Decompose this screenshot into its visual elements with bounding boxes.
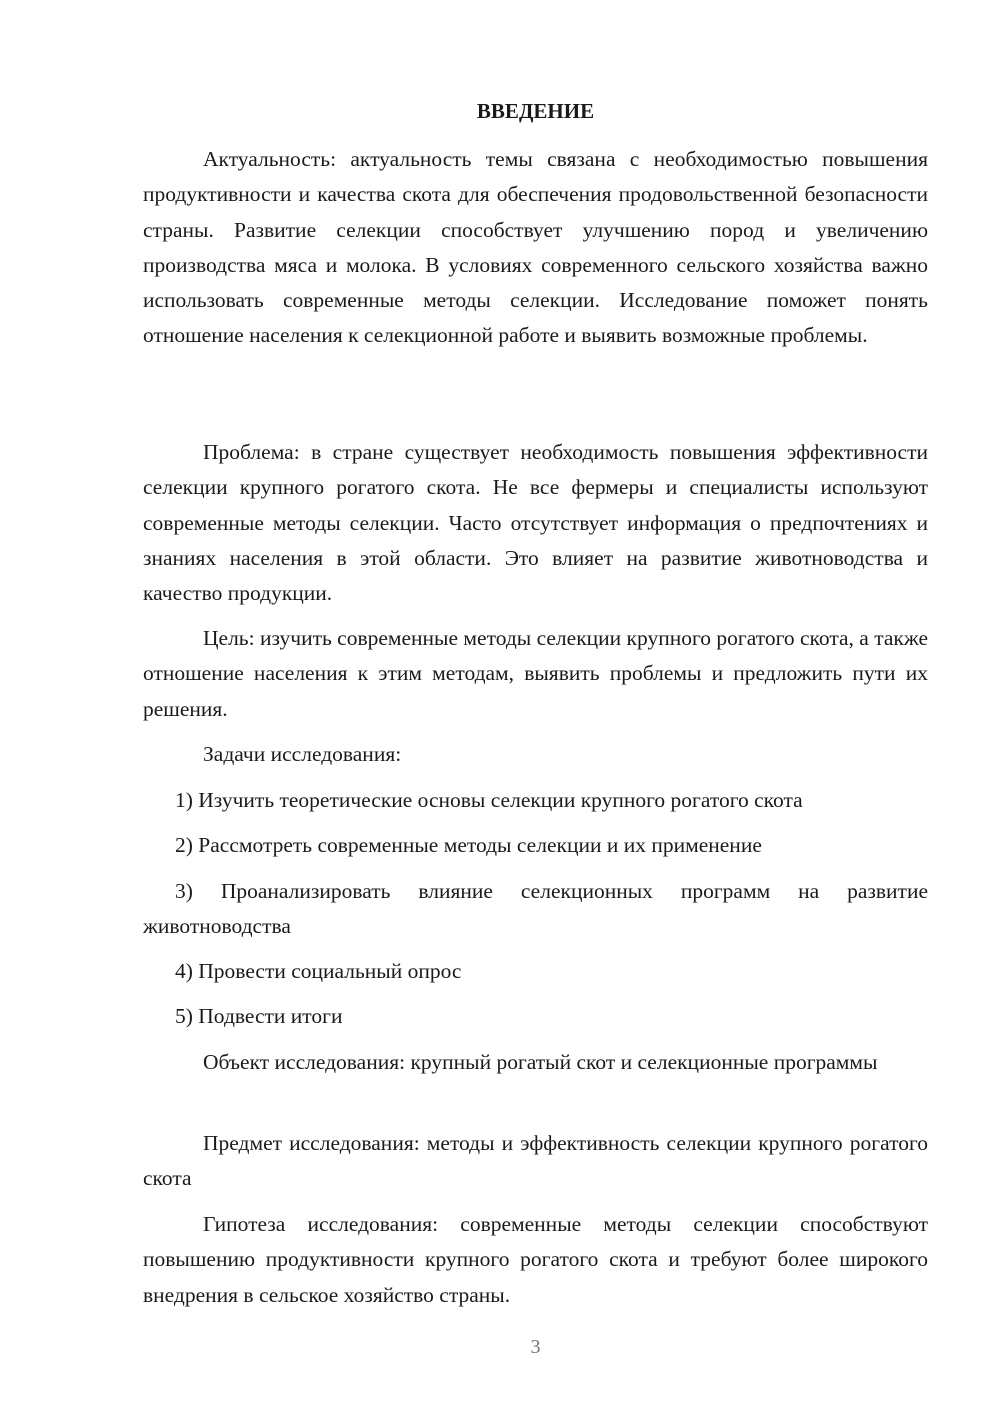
object-paragraph: Объект исследования: крупный рогатый скот и селекционные программы: [203, 1050, 878, 1074]
page-number: 3: [530, 1336, 541, 1358]
task-item-5: 5) Подвести итоги: [175, 1004, 343, 1028]
subject-paragraph: Предмет исследования: методы и эффективность селекции крупного рогатого скота: [143, 1131, 928, 1191]
section-title: ВВЕДЕНИЕ: [476, 99, 595, 123]
task-item-4: 4) Провести социальный опрос: [175, 959, 462, 983]
hypothesis-paragraph: Гипотеза исследования: современные методы селекции способствуют повышению продуктивности крупного рогатого скота и требуют более широкого внедрения в сельское хозяйство страны.: [143, 1212, 928, 1307]
relevance-paragraph: Актуальность: актуальность темы связана с необходимостью повышения продуктивности и качества скота для обеспечения продовольственной безопасности страны. Развитие селекции способствует улучшению пород и увеличению производства мяса и молока. В условиях современного сельского хозяйства важно использовать современные методы селекции. Исследование поможет понять отношение населения к селекционной работе и выявить возможные проблемы.: [143, 147, 928, 348]
task-item-3: 3) Проанализировать влияние селекционных программ на развитие животноводства: [143, 879, 928, 939]
task-item-2: 2) Рассмотреть современные методы селекции и их применение: [175, 833, 762, 857]
goal-paragraph: Цель: изучить современные методы селекции крупного рогатого скота, а также отношение населения к этим методам, выявить проблемы и предложить пути их решения.: [143, 626, 928, 721]
problem-paragraph: Проблема: в стране существует необходимость повышения эффективности селекции крупного рогатого скота. Не все фермеры и специалисты используют современные методы селекции. Часто отсутствует информация о предпочтениях и знаниях населения в этой области. Это влияет на развитие животноводства и качество продукции.: [143, 440, 928, 606]
tasks-heading: Задачи исследования:: [203, 742, 402, 766]
document-page: [143, 0, 928, 1414]
task-item-1: 1) Изучить теоретические основы селекции крупного рогатого скота: [175, 788, 803, 812]
